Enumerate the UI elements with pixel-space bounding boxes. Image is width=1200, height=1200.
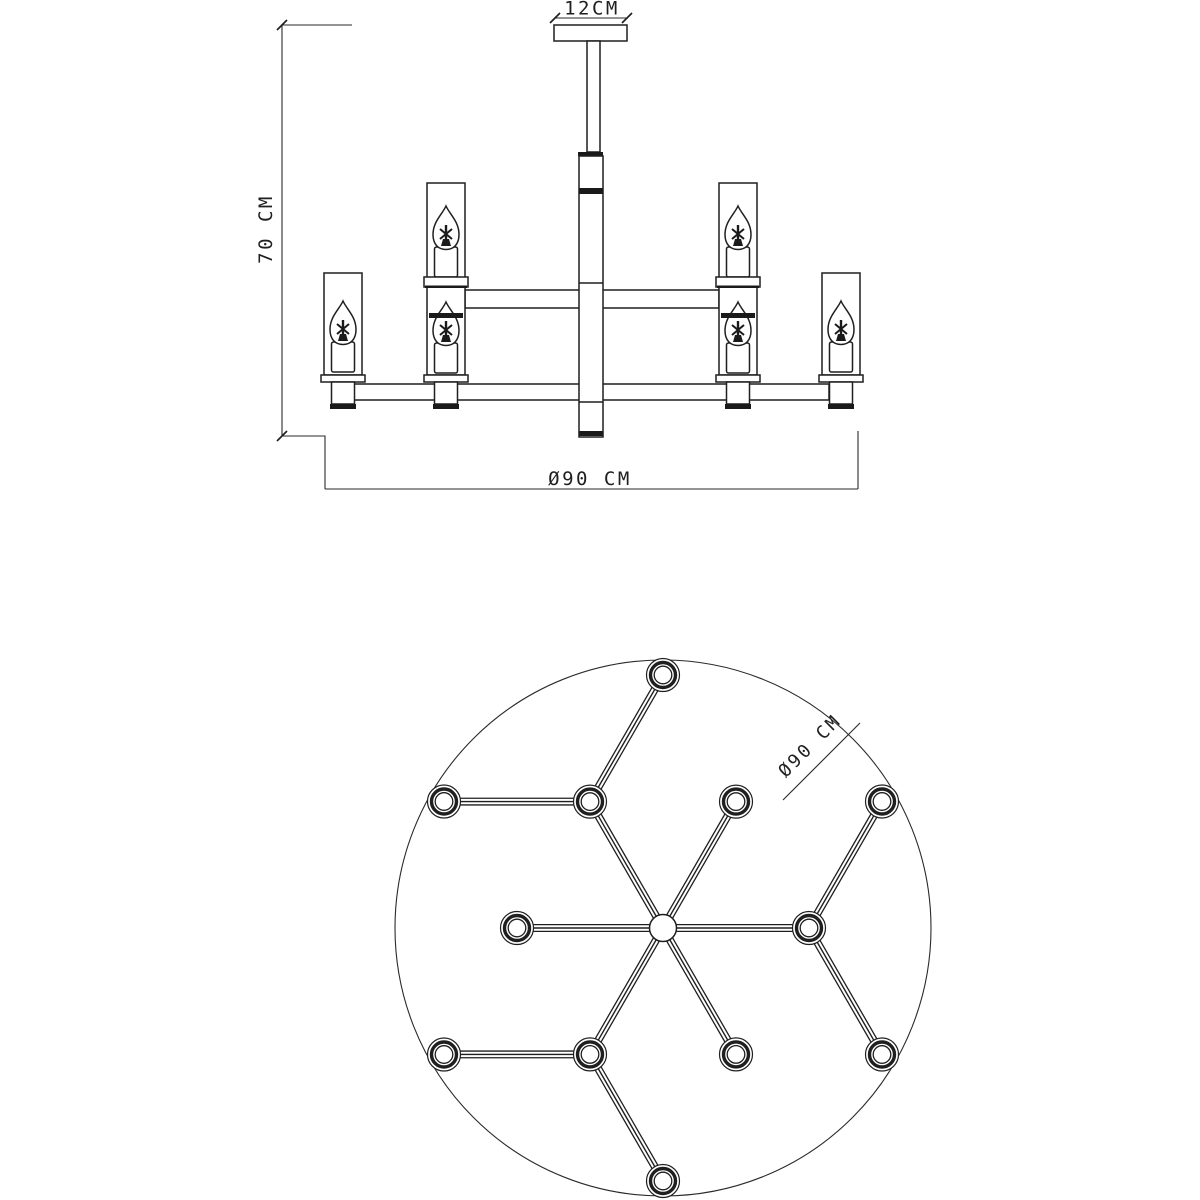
center-column (578, 152, 603, 437)
dimension-canopy-width (550, 0, 632, 23)
diameter-label: Ø90 CM (548, 468, 632, 490)
drop-rod (587, 41, 600, 152)
plan-center-hub (650, 915, 677, 942)
ceiling-canopy (554, 25, 627, 41)
dimension-height (255, 20, 352, 489)
plan-diameter-label: Ø90 CM (774, 710, 846, 782)
canopy-width-label: 12CM (564, 0, 620, 20)
height-label: 70 CM (255, 194, 277, 264)
dimension-diameter (325, 431, 858, 490)
plan-view (395, 659, 931, 1198)
plan-diameter-dimension (774, 710, 860, 800)
front-elevation-view (255, 0, 863, 490)
